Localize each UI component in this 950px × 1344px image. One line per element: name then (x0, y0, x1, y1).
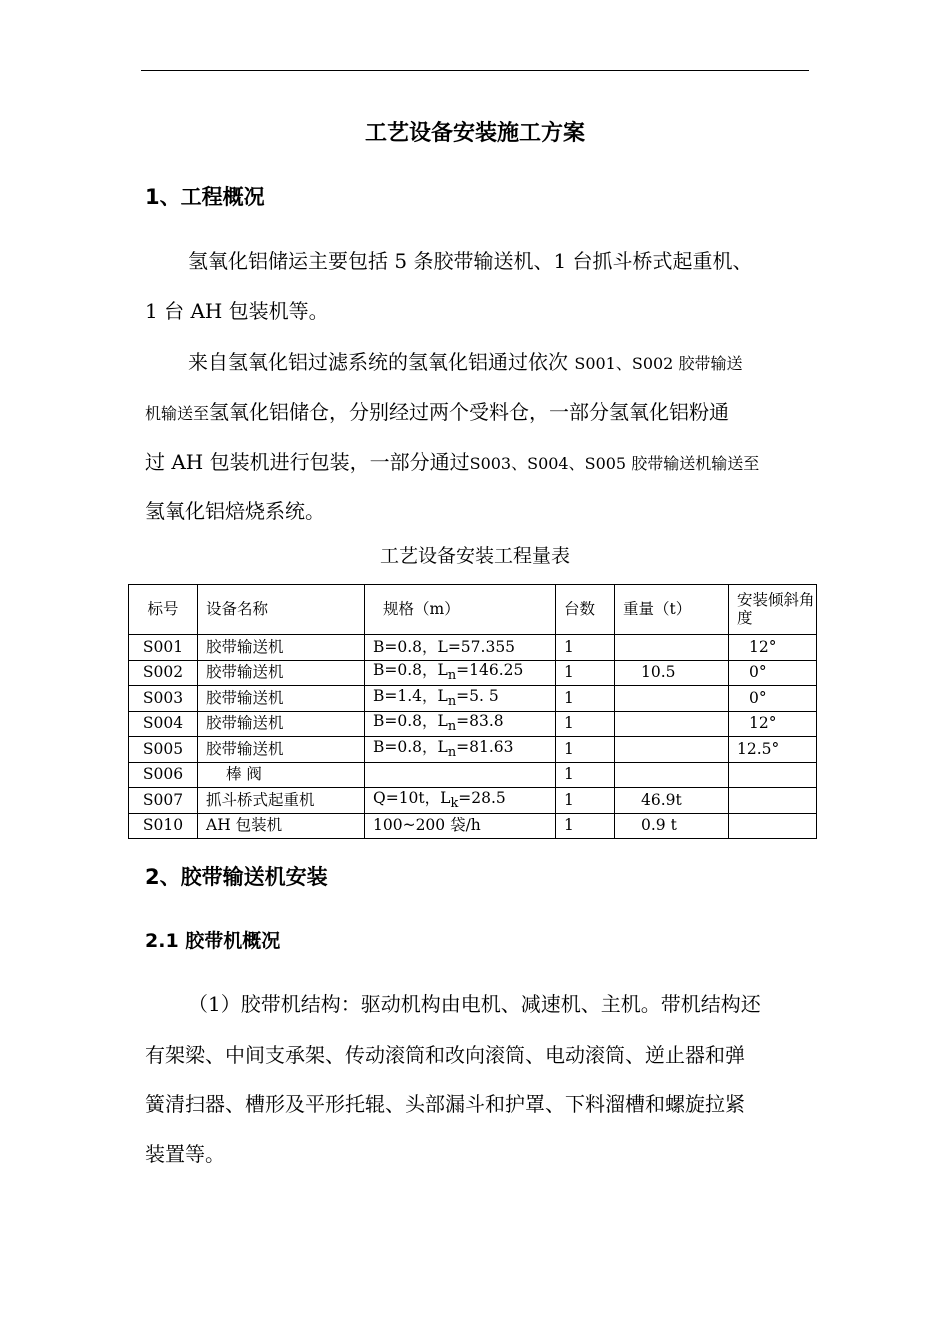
section-1-heading: 1、工程概况 (145, 185, 265, 209)
cell-count: 1 (556, 813, 615, 839)
cell-angle (729, 788, 817, 814)
cell-weight (615, 711, 729, 737)
cell-spec (365, 762, 556, 788)
spec-subscript: n (447, 693, 457, 709)
cell-name: 胶带输送机 (198, 737, 365, 763)
cell-id: S010 (129, 813, 198, 839)
cell-count: 1 (556, 635, 615, 661)
paragraph-1-line-2: 1 台 AH 包装机等。 (145, 299, 329, 323)
cell-count: 1 (556, 762, 615, 788)
table-row (129, 737, 817, 763)
cell-id: S007 (129, 788, 198, 814)
spec-text: B=0.8，L (373, 661, 448, 680)
cell-angle (729, 813, 817, 839)
cell-name: 胶带输送机 (198, 686, 365, 712)
cell-spec (365, 737, 556, 763)
paragraph-2-line-3-small: S003、S004、S005 胶带输送机输送至 (469, 454, 760, 473)
paragraph-2-line-3 (145, 446, 759, 475)
document-title: 工艺设备安装施工方案 (364, 121, 585, 146)
cell-spec (365, 686, 556, 712)
paragraph-3-line-1: （1）胶带机结构：驱动机构由电机、减速机、主机。带机结构还 (188, 992, 761, 1016)
cell-weight (615, 737, 729, 763)
table-row (129, 762, 817, 788)
cell-spec (365, 635, 556, 661)
cell-id: S001 (129, 635, 198, 661)
header-rule (141, 70, 809, 71)
cell-name: 抓斗桥式起重机 (198, 788, 365, 814)
paragraph-2-line-1 (188, 346, 742, 375)
spec-subscript: n (447, 719, 457, 735)
header-name: 设备名称 (198, 585, 365, 635)
spec-text: B=0.8，L (373, 737, 448, 756)
table-row (129, 788, 817, 814)
paragraph-2-line-3-text: 过 AH 包装机进行包装，一部分通过 (145, 450, 470, 474)
cell-angle: 0° (729, 660, 817, 686)
spec-text-tail: =146.25 (456, 661, 524, 680)
cell-weight: 0.9 t (615, 813, 729, 839)
cell-count: 1 (556, 711, 615, 737)
cell-id: S003 (129, 686, 198, 712)
spec-text-tail: =5. 5 (456, 686, 499, 705)
cell-spec (365, 711, 556, 737)
cell-weight (615, 686, 729, 712)
section-2-1-heading: 2.1 胶带机概况 (145, 930, 281, 952)
cell-count: 1 (556, 788, 615, 814)
spec-subscript: n (447, 668, 457, 684)
cell-spec (365, 788, 556, 814)
header-spec: 规格（m） (365, 585, 556, 635)
table-row (129, 711, 817, 737)
cell-count: 1 (556, 660, 615, 686)
spec-text-tail: =28.5 (458, 788, 506, 807)
cell-name: 胶带输送机 (198, 660, 365, 686)
cell-weight: 10.5 (615, 660, 729, 686)
cell-spec (365, 813, 556, 839)
spec-text: 100~200 袋/h (373, 816, 481, 835)
cell-weight: 46.9t (615, 788, 729, 814)
cell-angle: 12° (729, 635, 817, 661)
paragraph-2-line-1-text: 来自氢氧化铝过滤系统的氢氧化铝通过依次 (188, 350, 568, 374)
paragraph-2-line-2-small: 机输送至 (145, 404, 210, 423)
header-weight: 重量（t） (615, 585, 729, 635)
spec-text-tail: =83.8 (456, 712, 504, 731)
cell-id: S004 (129, 711, 198, 737)
table-row (129, 660, 817, 686)
paragraph-3-line-3: 簧清扫器、槽形及平形托辊、头部漏斗和护罩、下料溜槽和螺旋拉紧 (145, 1092, 745, 1116)
table-header-row (129, 585, 817, 635)
cell-id: S005 (129, 737, 198, 763)
cell-name: 胶带输送机 (198, 635, 365, 661)
cell-angle: 0° (729, 686, 817, 712)
cell-id: S006 (129, 762, 198, 788)
cell-count: 1 (556, 737, 615, 763)
spec-text: B=1.4，L (373, 686, 448, 705)
section-2-heading: 2、胶带输送机安装 (145, 865, 328, 889)
header-count: 台数 (556, 585, 615, 635)
header-angle: 安装倾斜角度 (729, 585, 817, 635)
paragraph-3-line-4: 装置等。 (145, 1142, 225, 1166)
cell-weight (615, 635, 729, 661)
cell-count: 1 (556, 686, 615, 712)
cell-name: 棒 阀 (198, 762, 365, 788)
cell-name: 胶带输送机 (198, 711, 365, 737)
cell-angle: 12.5° (729, 737, 817, 763)
paragraph-2-line-2 (145, 396, 729, 425)
cell-id: S002 (129, 660, 198, 686)
equipment-quantity-table (128, 584, 817, 839)
spec-subscript: k (450, 795, 459, 811)
paragraph-1-line-1: 氢氧化铝储运主要包括 5 条胶带输送机、1 台抓斗桥式起重机、 (188, 249, 753, 273)
table-row (129, 635, 817, 661)
spec-text-tail: =81.63 (456, 737, 514, 756)
table-row (129, 686, 817, 712)
spec-subscript: n (447, 744, 457, 760)
table-row (129, 813, 817, 839)
spec-text: B=0.8，L=57.355 (373, 637, 516, 656)
spec-text: Q=10t，L (373, 788, 451, 807)
paragraph-2-line-1-small: S001、S002 胶带输送 (574, 354, 743, 373)
paragraph-2-line-4: 氢氧化铝焙烧系统。 (145, 499, 325, 523)
cell-name: AH 包装机 (198, 813, 365, 839)
cell-spec (365, 660, 556, 686)
cell-angle: 12° (729, 711, 817, 737)
paragraph-3-line-2: 有架梁、中间支承架、传动滚筒和改向滚筒、电动滚筒、逆止器和弹 (145, 1043, 745, 1067)
header-id: 标号 (129, 585, 198, 635)
cell-weight (615, 762, 729, 788)
table-caption: 工艺设备安装工程量表 (379, 545, 570, 567)
spec-text: B=0.8，L (373, 712, 448, 731)
cell-angle (729, 762, 817, 788)
paragraph-2-line-2-text: 氢氧化铝储仓，分别经过两个受料仓，一部分氢氧化铝粉通 (209, 400, 730, 424)
